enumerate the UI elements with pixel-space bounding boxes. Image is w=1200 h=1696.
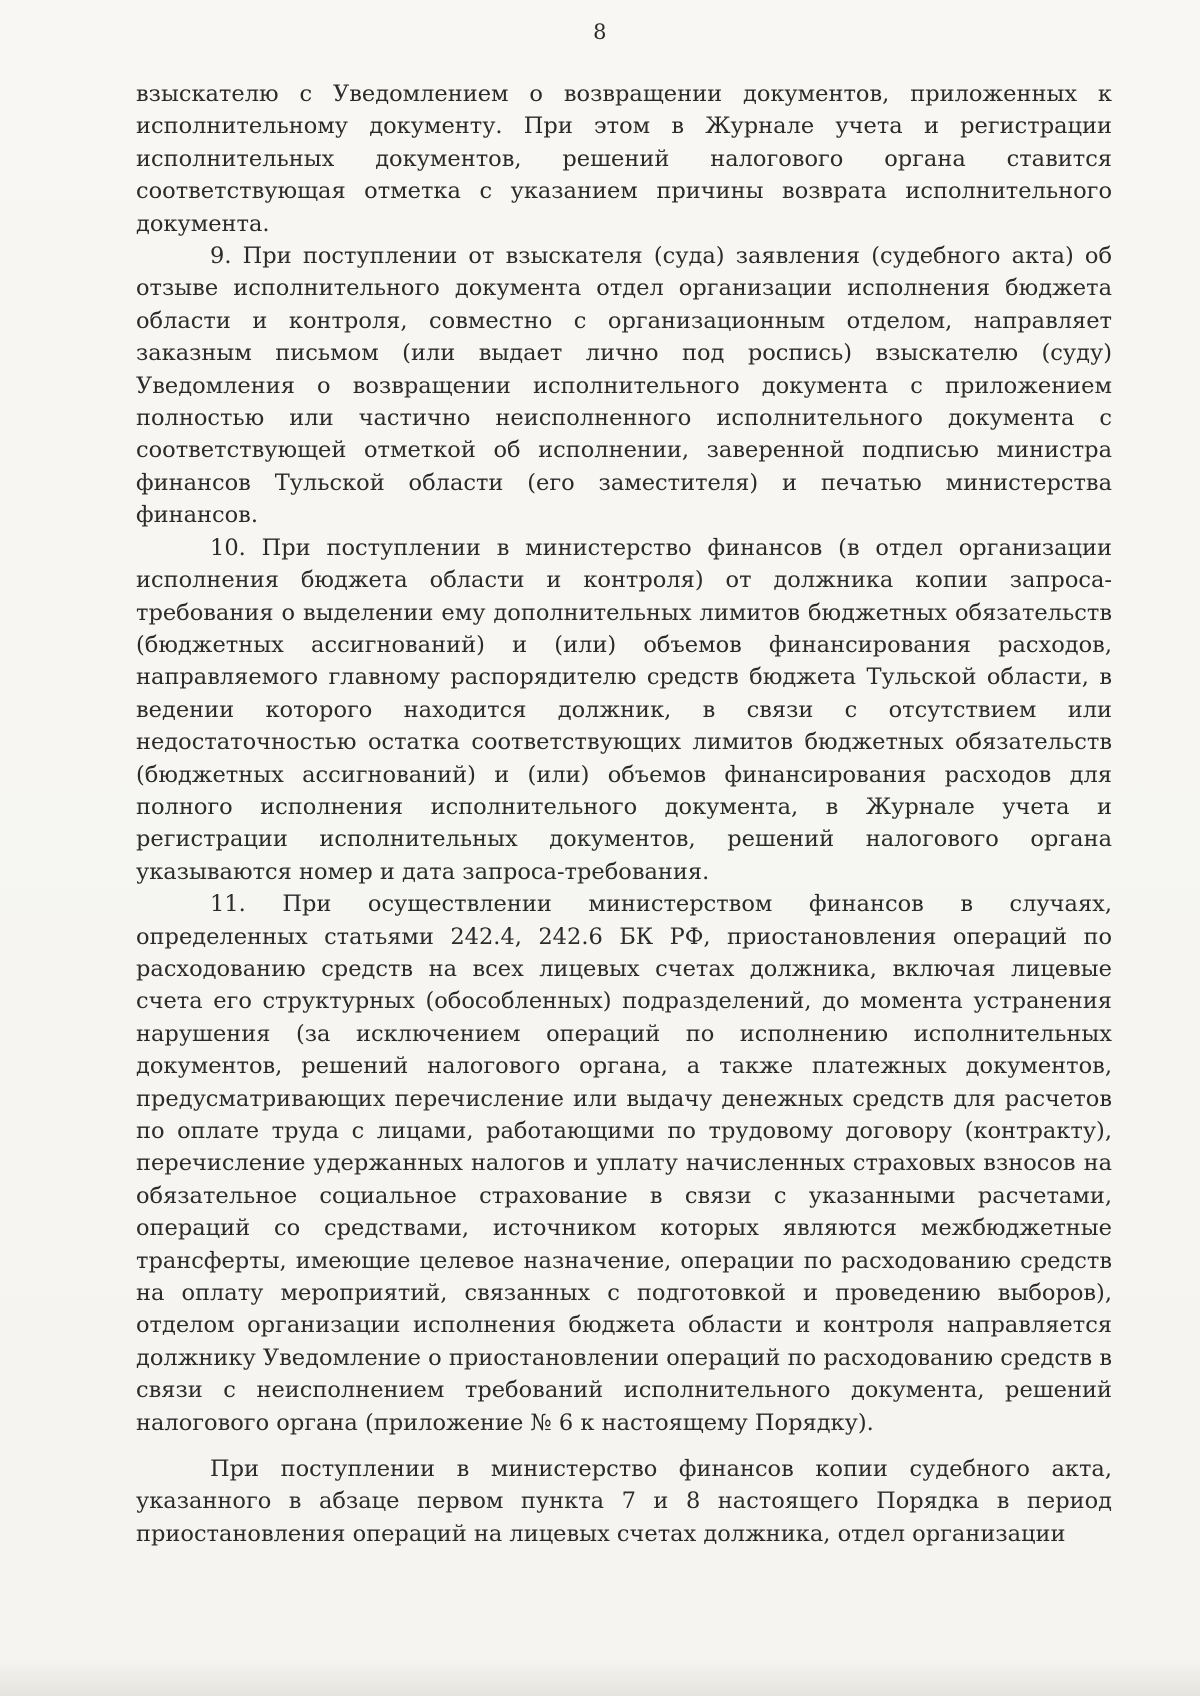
scan-edge-shadow bbox=[0, 1660, 1200, 1696]
paragraph-item-11: 11. При осуществлении министерством финансов в случаях, определенных статьями 242.4, 242.6 БК РФ, приостановления операций по расходованию средств на всех лицевых счетах должника, включая лицевые счета его структурных (обособленных) подразделений, до момента устранения нарушения (за исключением операций по исполнению исполнительных документов, решений налогового органа, а также платежных документов, предусматривающих перечисление или выдачу денежных средств для расчетов по оплате труда с лицами, работающими по трудовому договору (контракту), перечисление удержанных налогов и уплату начисленных страховых взносов на обязательное социальное страхование в связи с указанными расчетами, операций со средствами, источником которых являются межбюджетные трансферты, имеющие целевое назначение, операции по расходованию средств на оплату мероприятий, связанных с подготовкой и проведению выборов), отделом организации исполнения бюджета области и контроля направляется должнику Уведомление о приостановлении операций по расходованию средств в связи с неисполнением требований исполнительного документа, решений налогового органа (приложение № 6 к настоящему Порядку). bbox=[136, 891, 1112, 1436]
paragraph-item-9: 9. При поступлении от взыскателя (суда) заявления (судебного акта) об отзыве исполнительного документа отдел организации исполнения бюджета области и контроля, совместно с организационным отделом, направляет заказным письмом (или выдает лично под роспись) взыскателю (суду) Уведомления о возвращении исполнительного документа с приложением полностью или частично неисполненного исполнительного документа с соответствующей отметкой об исполнении, заверенной подписью министра финансов Тульской области (его заместителя) и печатью министерства финансов. bbox=[136, 243, 1112, 529]
paragraph-continuation: взыскателю с Уведомлением о возвращении документов, приложенных к исполнительному документу. При этом в Журнале учета и регистрации исполнительных документов, решений налогового органа ставится соответствующая отметка с указанием причины возврата исполнительного документа. bbox=[136, 81, 1112, 237]
document-body bbox=[136, 78, 1112, 1550]
page-number: 8 bbox=[593, 20, 607, 44]
paragraph-court-act: При поступлении в министерство финансов копии судебного акта, указанного в абзаце первом пункта 7 и 8 настоящего Порядка в период приостановления операций на лицевых счетах должника, отдел организации bbox=[136, 1456, 1112, 1547]
paragraph-item-10: 10. При поступлении в министерство финансов (в отдел организации исполнения бюджета области и контроля) от должника копии запроса-требования о выделении ему дополнительных лимитов бюджетных обязательств (бюджетных ассигнований) и (или) объемов финансирования расходов, направляемого главному распорядителю средств бюджета Тульской области, в ведении которого находится должник, в связи с отсутствием или недостаточностью остатка соответствующих лимитов бюджетных обязательств (бюджетных ассигнований) и (или) объемов финансирования расходов для полного исполнения исполнительного документа, в Журнале учета и регистрации исполнительных документов, решений налогового органа указываются номер и дата запроса-требования. bbox=[136, 534, 1112, 885]
